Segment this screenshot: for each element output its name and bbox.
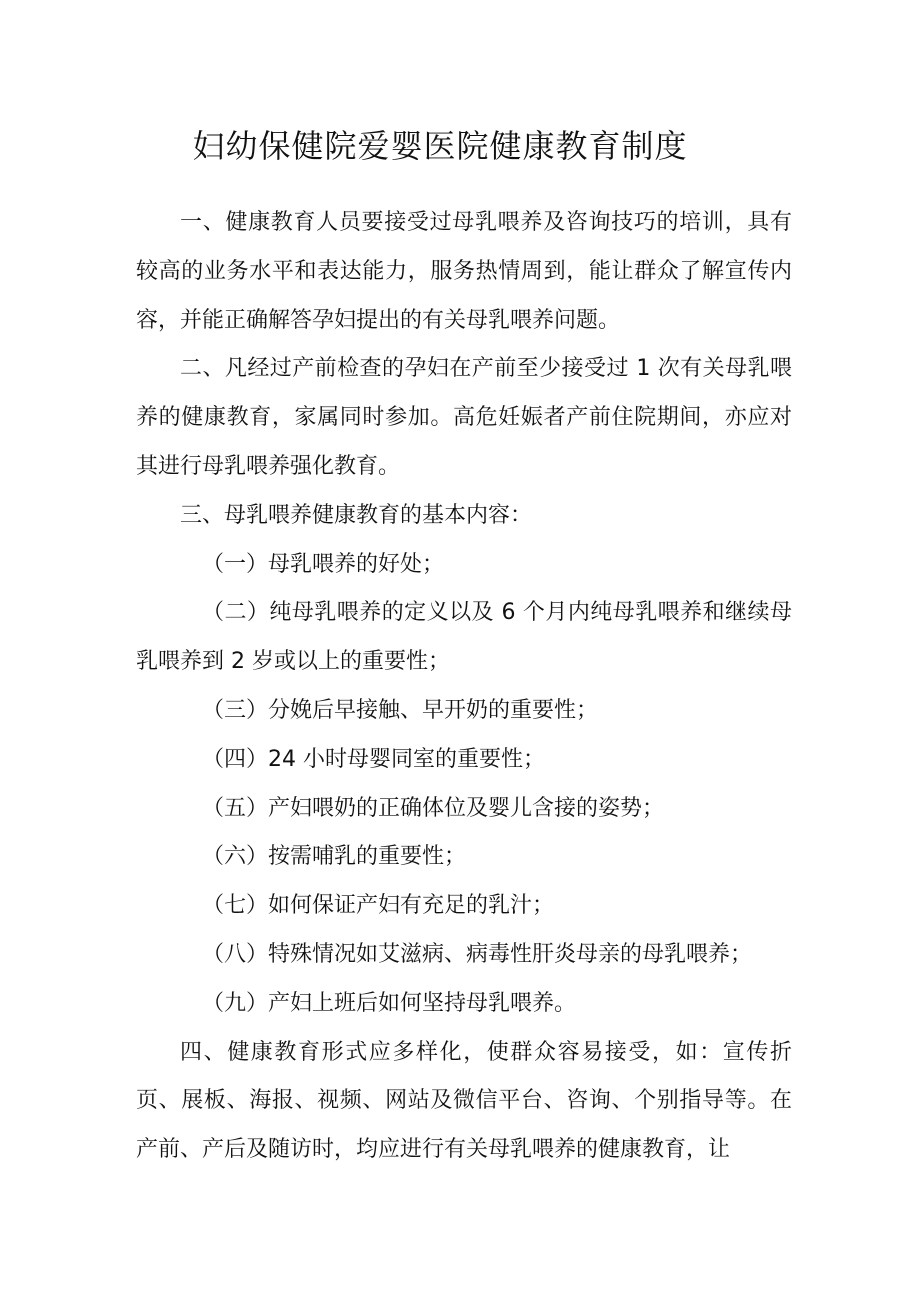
- paragraph-training-requirements: 一、健康教育人员要接受过母乳喂养及咨询技巧的培训，具有较高的业务水平和表达能力，服务热情周到，能让群众了解宣传内容，并能正确解答孕妇提出的有关母乳喂养问题。: [136, 210, 792, 333]
- content-item-2: （二）纯母乳喂养的定义以及 6 个月内纯母乳喂养和继续母乳喂养到 2 岁或以上的重要性；: [136, 600, 792, 675]
- content-item-6: （六）按需哺乳的重要性；: [202, 844, 467, 870]
- document-body: [136, 199, 792, 1175]
- content-item-8: （八）特殊情况如艾滋病、病毒性肝炎母亲的母乳喂养；: [202, 941, 753, 967]
- paragraph-education-forms: 四、健康教育形式应多样化，使群众容易接受，如：宣传折页、展板、海报、视频、网站及微信平台、咨询、个别指导等。在产前、产后及随访时，均应进行有关母乳喂养的健康教育，让: [136, 1039, 792, 1163]
- content-item-3: （三）分娩后早接触、早开奶的重要性；: [202, 697, 599, 723]
- content-item-7: （七）如何保证产妇有充足的乳汁；: [202, 893, 555, 919]
- paragraph-prenatal-education: 二、凡经过产前检查的孕妇在产前至少接受过 1 次有关母乳喂养的健康教育，家属同时参加。高危妊娠者产前住院期间，亦应对其进行母乳喂养强化教育。: [136, 356, 792, 479]
- paragraph-content-heading: 三、母乳喂养健康教育的基本内容：: [180, 502, 533, 528]
- content-item-4: （四）24 小时母婴同室的重要性；: [202, 746, 545, 772]
- content-item-9: （九）产妇上班后如何坚持母乳喂养。: [202, 990, 577, 1016]
- document-title: 妇幼保健院爱婴医院健康教育制度: [192, 127, 688, 165]
- content-item-5: （五）产妇喂奶的正确体位及婴儿含接的姿势；: [202, 795, 665, 821]
- content-item-1: （一）母乳喂养的好处；: [202, 551, 445, 577]
